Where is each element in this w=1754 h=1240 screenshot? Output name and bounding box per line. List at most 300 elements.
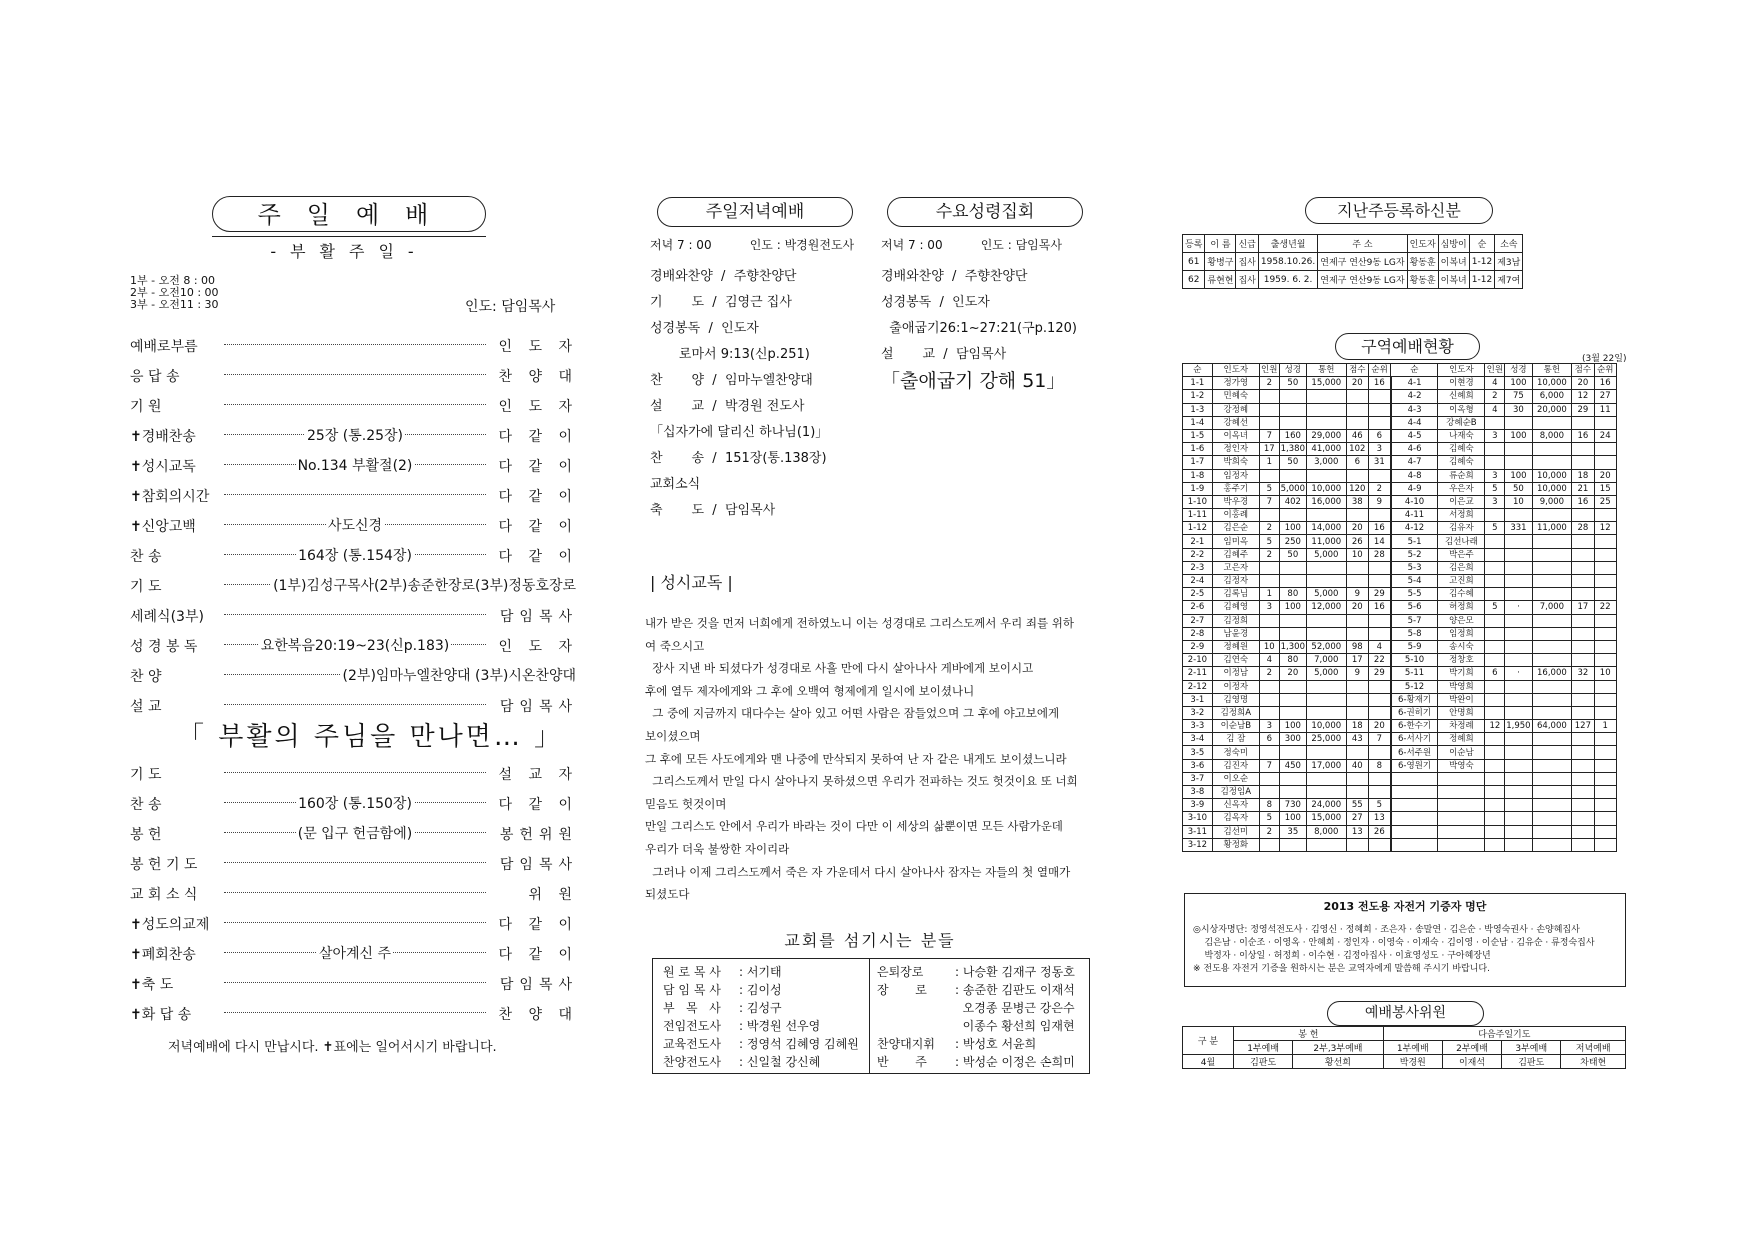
- new-member-cell: 이복녀: [1438, 253, 1469, 271]
- district-cell: 박완이: [1438, 693, 1485, 706]
- order-item-detail: [224, 793, 486, 813]
- district-cell: 22: [1594, 601, 1616, 614]
- district-cell: 41,000: [1306, 443, 1346, 456]
- district-cell: 이은교: [1438, 495, 1485, 508]
- district-cell: [1279, 706, 1306, 719]
- district-cell: [1279, 614, 1306, 627]
- district-cell: [1532, 799, 1572, 812]
- order-item-person: 다 같 이: [498, 549, 578, 565]
- district-cell: 정숙미: [1212, 746, 1259, 759]
- district-cell: [1279, 509, 1306, 522]
- district-col-header: 점수: [1346, 364, 1368, 377]
- district-cell: 1: [1594, 720, 1616, 733]
- district-cell: 5: [1259, 482, 1279, 495]
- new-member-cell: 1-12: [1469, 253, 1494, 271]
- district-cell: 5-10: [1391, 654, 1438, 667]
- district-row: [1183, 403, 1617, 416]
- district-cell: [1572, 812, 1594, 825]
- district-cell: [1306, 627, 1346, 640]
- district-cell: 50: [1505, 482, 1532, 495]
- order-item-detail-text: 25장 (통.25장): [306, 428, 404, 444]
- district-cell: [1279, 680, 1306, 693]
- district-cell: [1346, 416, 1368, 429]
- new-member-cell: 류현현: [1205, 271, 1236, 289]
- order-item-person: 인 도 자: [498, 339, 578, 355]
- district-cell: [1572, 680, 1594, 693]
- district-cell: 4-12: [1391, 522, 1438, 535]
- district-cell: 김선나래: [1438, 535, 1485, 548]
- order-item-person: 담임목사: [499, 857, 578, 873]
- bike-line: 김은남 · 이순조 · 이영옥 · 안혜희 · 정인자 · 이영숙 · 이재숙 · 김이영 · 이순남 · 김유순 · 류정숙집사: [1193, 938, 1595, 948]
- new-member-cell: 61: [1183, 253, 1205, 271]
- order-item-detail: [224, 635, 486, 655]
- district-cell: 5: [1259, 535, 1279, 548]
- order-item-person: 봉헌위원: [499, 827, 578, 843]
- district-cell: [1485, 535, 1505, 548]
- district-cell: [1505, 693, 1532, 706]
- order-row: [130, 658, 578, 688]
- new-members-col-header: 순: [1469, 235, 1494, 253]
- district-row: [1183, 746, 1617, 759]
- district-cell: [1346, 772, 1368, 785]
- district-cell: [1306, 561, 1346, 574]
- district-cell: [1306, 469, 1346, 482]
- leader-dots: [224, 614, 486, 615]
- order-item-name: 응 답 송: [130, 369, 180, 385]
- district-cell: 5: [1485, 522, 1505, 535]
- district-cell: [1594, 812, 1616, 825]
- new-member-row: [1183, 253, 1523, 271]
- district-cell: [1594, 456, 1616, 469]
- district-cell: [1346, 680, 1368, 693]
- district-cell: 임미옥: [1212, 535, 1259, 548]
- order-item-name: 기 원: [130, 399, 162, 415]
- district-cell: [1259, 693, 1279, 706]
- district-cell: [1505, 680, 1532, 693]
- order-item-detail-text: No.134 부활절(2): [297, 458, 413, 474]
- district-cell: [1259, 403, 1279, 416]
- district-cell: 24,000: [1306, 799, 1346, 812]
- district-cell: 4-9: [1391, 482, 1438, 495]
- district-cell: 8: [1368, 759, 1390, 772]
- district-cell: [1572, 548, 1594, 561]
- staff-row: [663, 1017, 863, 1035]
- district-cell: 15,000: [1306, 812, 1346, 825]
- district-cell: [1572, 640, 1594, 653]
- district-cell: 5-2: [1391, 548, 1438, 561]
- district-cell: 김연숙: [1212, 654, 1259, 667]
- district-cell: ·: [1505, 601, 1532, 614]
- service-times: [130, 275, 219, 311]
- district-cell: 16: [1572, 495, 1594, 508]
- district-row: [1183, 786, 1617, 799]
- district-cell: [1279, 838, 1306, 851]
- district-cell: 3-7: [1183, 772, 1213, 785]
- district-cell: [1368, 575, 1390, 588]
- district-cell: [1306, 403, 1346, 416]
- district-cell: 5: [1259, 812, 1279, 825]
- evening-line: 기 도 / 김영근 집사: [650, 295, 792, 310]
- district-cell: [1505, 575, 1532, 588]
- district-cell: 5-9: [1391, 640, 1438, 653]
- district-row: [1183, 680, 1617, 693]
- district-row: [1183, 548, 1617, 561]
- district-cell: [1532, 509, 1572, 522]
- district-cell: 박영희: [1438, 680, 1485, 693]
- district-cell: [1532, 838, 1572, 851]
- district-cell: 18: [1346, 720, 1368, 733]
- district-cell: [1572, 825, 1594, 838]
- district-cell: 6-영원기: [1391, 759, 1438, 772]
- district-cell: 2-6: [1183, 601, 1213, 614]
- staff-names: : 나승환 김재구 정동호: [955, 965, 1075, 979]
- district-cell: 정인자: [1212, 443, 1259, 456]
- district-cell: [1572, 443, 1594, 456]
- order-item-person: 찬 양 대: [498, 369, 578, 385]
- district-cell: 12: [1572, 390, 1594, 403]
- district-cell: 1-4: [1183, 416, 1213, 429]
- scripture-text: [645, 612, 1105, 906]
- district-cell: 98: [1346, 640, 1368, 653]
- district-row: [1183, 443, 1617, 456]
- district-cell: 6-권히기: [1391, 706, 1438, 719]
- district-cell: 9: [1346, 667, 1368, 680]
- district-cell: [1259, 786, 1279, 799]
- district-cell: 5-7: [1391, 614, 1438, 627]
- district-cell: 박은주: [1438, 548, 1485, 561]
- district-cell: 1-8: [1183, 469, 1213, 482]
- district-row: [1183, 654, 1617, 667]
- district-cell: 29: [1572, 403, 1594, 416]
- district-cell: 18: [1572, 469, 1594, 482]
- order-row: [130, 538, 578, 568]
- district-cell: 27: [1346, 812, 1368, 825]
- bike-line: ※ 전도용 자전거 기증을 원하시는 분은 교역자에게 말씀해 주시기 바랍니다.: [1193, 964, 1490, 974]
- district-cell: 16,000: [1306, 495, 1346, 508]
- district-cell: 10: [1346, 548, 1368, 561]
- district-cell: [1505, 746, 1532, 759]
- district-cell: 5,000: [1306, 588, 1346, 601]
- district-cell: 10,000: [1306, 720, 1346, 733]
- scripture-line: 보이셨으며: [645, 728, 701, 743]
- district-cell: [1346, 627, 1368, 640]
- district-cell: 50: [1279, 377, 1306, 390]
- district-cell: 김은순: [1212, 522, 1259, 535]
- order-row: [130, 328, 578, 358]
- district-col-header: 인도자: [1438, 364, 1485, 377]
- district-cell: [1438, 799, 1485, 812]
- district-cell: 이순남B: [1212, 720, 1259, 733]
- district-cell: [1485, 416, 1505, 429]
- district-cell: 17: [1572, 601, 1594, 614]
- district-cell: [1572, 693, 1594, 706]
- staff-names: : 박경원 선우영: [739, 1019, 821, 1033]
- district-cell: 4-11: [1391, 509, 1438, 522]
- district-cell: 3-4: [1183, 733, 1213, 746]
- district-cell: [1532, 627, 1572, 640]
- district-cell: 2-11: [1183, 667, 1213, 680]
- staff-row: [663, 1035, 863, 1053]
- district-cell: [1594, 614, 1616, 627]
- wednesday-line: 설 교 / 담임목사: [881, 347, 1007, 362]
- order-item-name: 기 도: [130, 767, 162, 783]
- district-cell: [1572, 759, 1594, 772]
- district-cell: 이현경: [1438, 377, 1485, 390]
- time-3: 3부 - 오전11 : 30: [130, 298, 219, 311]
- duty-cell: 황선희: [1293, 1055, 1383, 1069]
- new-members-col-header: 심방이: [1438, 235, 1469, 253]
- staff-role: 은퇴장로: [877, 965, 924, 979]
- district-cell: [1572, 575, 1594, 588]
- order-item-person: 위 원: [528, 887, 578, 903]
- district-cell: [1594, 759, 1616, 772]
- district-cell: [1306, 786, 1346, 799]
- order-item-person: 다 같 이: [498, 797, 578, 813]
- district-row: [1183, 429, 1617, 442]
- scripture-line: 여 죽으시고: [645, 638, 705, 653]
- district-cell: [1368, 693, 1390, 706]
- evening-line: 찬 양 / 임마누엘찬양대: [650, 373, 813, 388]
- district-cell: 3: [1259, 720, 1279, 733]
- district-cell: [1485, 812, 1505, 825]
- district-cell: 3: [1368, 443, 1390, 456]
- district-cell: [1594, 693, 1616, 706]
- district-cell: [1532, 759, 1572, 772]
- district-row: [1183, 825, 1617, 838]
- leader-dots: [224, 494, 486, 495]
- district-cell: 7: [1259, 495, 1279, 508]
- order-item-detail: [224, 665, 578, 685]
- wednesday-sermon: 「출애굽기 강해 51」: [881, 370, 1066, 392]
- district-cell: [1505, 535, 1532, 548]
- district-cell: [1279, 469, 1306, 482]
- district-row: [1183, 575, 1617, 588]
- staff-names: 이종수 황선희 임재현: [955, 1019, 1075, 1033]
- district-cell: [1306, 575, 1346, 588]
- district-cell: 10,000: [1532, 469, 1572, 482]
- district-cell: 7,000: [1532, 601, 1572, 614]
- district-cell: [1306, 772, 1346, 785]
- evening-line: 설 교 / 박경원 전도사: [650, 399, 805, 414]
- order-item-detail: [224, 943, 486, 963]
- district-cell: 김혜주: [1212, 548, 1259, 561]
- order-row: [130, 756, 578, 786]
- leader-dots: [224, 344, 486, 345]
- evening-line: 성경봉독 / 인도자: [650, 321, 759, 336]
- district-cell: [1594, 416, 1616, 429]
- district-col-header: 순: [1391, 364, 1438, 377]
- duty-table: [1182, 1026, 1626, 1069]
- district-cell: [1259, 509, 1279, 522]
- district-cell: 정혜희: [1438, 733, 1485, 746]
- district-cell: 2: [1259, 522, 1279, 535]
- district-cell: 20,000: [1532, 403, 1572, 416]
- district-cell: [1346, 561, 1368, 574]
- district-cell: [1485, 443, 1505, 456]
- district-cell: 8,000: [1306, 825, 1346, 838]
- district-cell: 10: [1259, 640, 1279, 653]
- district-cell: 3: [1485, 469, 1505, 482]
- district-cell: 5-3: [1391, 561, 1438, 574]
- district-cell: 2-2: [1183, 548, 1213, 561]
- staff-role: 찬양전도사: [663, 1055, 721, 1069]
- district-cell: [1368, 403, 1390, 416]
- district-cell: 6: [1368, 429, 1390, 442]
- district-cell: 102: [1346, 443, 1368, 456]
- district-cell: 14,000: [1306, 522, 1346, 535]
- district-cell: [1594, 575, 1616, 588]
- district-cell: 7: [1368, 733, 1390, 746]
- staff-row: [877, 999, 1087, 1017]
- order-item-person: 다 같 이: [498, 947, 578, 963]
- scripture-line: 우리가 더욱 불쌍한 자이리라: [645, 841, 790, 856]
- evening-line: 「십자가에 달리신 하나님(1)」: [650, 425, 829, 440]
- district-cell: [1391, 825, 1438, 838]
- district-row: [1183, 706, 1617, 719]
- district-cell: 서정희: [1438, 509, 1485, 522]
- time-1: 1부 - 오전 8 : 00: [130, 274, 216, 287]
- district-cell: 20: [1594, 469, 1616, 482]
- staff-role: 담 임 목 사: [663, 983, 721, 997]
- district-cell: [1532, 456, 1572, 469]
- staff-role: 전임전도사: [663, 1019, 721, 1033]
- district-cell: [1505, 588, 1532, 601]
- district-cell: [1485, 614, 1505, 627]
- district-cell: 127: [1572, 720, 1594, 733]
- district-cell: [1438, 825, 1485, 838]
- district-cell: 2: [1259, 377, 1279, 390]
- district-cell: [1594, 443, 1616, 456]
- scripture-line: 후에 열두 제자에게와 그 후에 오백여 형제에게 일시에 보이셨나니: [645, 683, 975, 698]
- order-row: [130, 358, 578, 388]
- district-cell: 1: [1259, 456, 1279, 469]
- district-row: [1183, 495, 1617, 508]
- district-cell: 송시숙: [1438, 640, 1485, 653]
- order-row: [130, 478, 578, 508]
- district-cell: 11,000: [1532, 522, 1572, 535]
- order-item-person: 담임목사: [499, 699, 578, 715]
- district-cell: [1532, 548, 1572, 561]
- district-cell: 100: [1505, 377, 1532, 390]
- district-cell: 12: [1594, 522, 1616, 535]
- duty-col-offering: 봉 헌: [1234, 1027, 1384, 1041]
- order-item-name: ✝축 도: [130, 977, 174, 993]
- evening-line: 로마서 9:13(신p.251): [650, 347, 810, 362]
- district-cell: [1485, 561, 1505, 574]
- new-members-col-header: 소속: [1495, 235, 1523, 253]
- district-cell: [1594, 561, 1616, 574]
- staff-row: [663, 1053, 863, 1071]
- order-item-name: 세례식(3부): [130, 609, 204, 625]
- district-cell: 300: [1279, 733, 1306, 746]
- district-cell: 1-7: [1183, 456, 1213, 469]
- district-cell: 고진희: [1438, 575, 1485, 588]
- district-cell: 3-1: [1183, 693, 1213, 706]
- order-row: [130, 568, 578, 598]
- district-cell: [1259, 627, 1279, 640]
- wednesday-line: 출애굽기26:1~27:21(구p.120): [881, 321, 1077, 336]
- district-cell: 10,000: [1532, 482, 1572, 495]
- district-cell: 6-한수기: [1391, 720, 1438, 733]
- district-cell: 나재숙: [1438, 429, 1485, 442]
- district-row: [1183, 601, 1617, 614]
- district-row: [1183, 627, 1617, 640]
- new-member-row: [1183, 271, 1523, 289]
- district-row: [1183, 535, 1617, 548]
- staff-row: [877, 1035, 1087, 1053]
- new-members-col-header: 이 름: [1205, 235, 1236, 253]
- district-cell: [1346, 614, 1368, 627]
- district-cell: 7: [1259, 429, 1279, 442]
- district-row: [1183, 482, 1617, 495]
- district-cell: 김정희A: [1212, 706, 1259, 719]
- district-row: [1183, 693, 1617, 706]
- district-row: [1183, 733, 1617, 746]
- district-cell: [1279, 390, 1306, 403]
- district-cell: 김은희: [1438, 561, 1485, 574]
- order-item-detail-text: (1부)김성구목사(2부)송준한장로(3부)정동호장로: [273, 578, 576, 594]
- order-item-detail: [224, 823, 486, 843]
- district-cell: 16: [1368, 377, 1390, 390]
- district-cell: [1485, 654, 1505, 667]
- staff-row: [877, 963, 1087, 981]
- district-row: [1183, 838, 1617, 851]
- order-item-name: 성 경 봉 독: [130, 639, 198, 655]
- staff-names: : 정영석 김혜영 김혜원: [739, 1037, 859, 1051]
- duty-subheader: 1부예배: [1234, 1041, 1293, 1055]
- district-cell: [1572, 588, 1594, 601]
- district-cell: [1485, 588, 1505, 601]
- district-cell: 46: [1346, 429, 1368, 442]
- district-cell: [1279, 627, 1306, 640]
- district-cell: 6-서주원: [1391, 746, 1438, 759]
- wednesday-line: 성경봉독 / 인도자: [881, 295, 990, 310]
- district-cell: [1532, 614, 1572, 627]
- district-cell: [1368, 416, 1390, 429]
- district-cell: 김옥자: [1212, 812, 1259, 825]
- district-cell: [1485, 706, 1505, 719]
- district-cell: 6: [1346, 456, 1368, 469]
- district-cell: [1368, 838, 1390, 851]
- district-cell: 3: [1259, 601, 1279, 614]
- district-cell: [1594, 799, 1616, 812]
- district-cell: 5-1: [1391, 535, 1438, 548]
- district-cell: 100: [1279, 522, 1306, 535]
- bike-line: ◎시상자명단: 정영석전도사 · 김영신 · 정혜희 · 조은자 · 송말연 · 김은순 · 박영숙권사 · 손양혜집사: [1193, 925, 1580, 935]
- time-2: 2부 - 오전10 : 00: [130, 286, 219, 299]
- new-member-cell: 62: [1183, 271, 1205, 289]
- district-cell: [1505, 812, 1532, 825]
- new-member-cell: 연제구 연산9동 LG자: [1318, 253, 1407, 271]
- order-row: [130, 388, 578, 418]
- district-cell: [1485, 799, 1505, 812]
- district-cell: 2-1: [1183, 535, 1213, 548]
- staff-row: [663, 999, 863, 1017]
- wednesday-header: 저녁 7 : 00 인도 : 담임목사: [881, 238, 1062, 252]
- district-cell: [1532, 443, 1572, 456]
- district-cell: 3-10: [1183, 812, 1213, 825]
- district-cell: 12,000: [1306, 601, 1346, 614]
- sunday-subtitle: -부활주일-: [212, 236, 486, 262]
- district-cell: [1594, 733, 1616, 746]
- district-cell: [1505, 561, 1532, 574]
- scripture-line: 내가 받은 것을 먼저 너희에게 전하였노니 이는 성경대로 그리스도께서 우리 죄를 위하: [645, 616, 1075, 630]
- scripture-line: 그리스도께서 만일 다시 살아나지 못하셨으면 우리가 전파하는 것도 헛것이요 또 너희: [645, 774, 1078, 789]
- district-cell: [1532, 640, 1572, 653]
- leader-dots: [224, 862, 486, 863]
- district-cell: 2: [1485, 390, 1505, 403]
- district-cell: 24: [1594, 429, 1616, 442]
